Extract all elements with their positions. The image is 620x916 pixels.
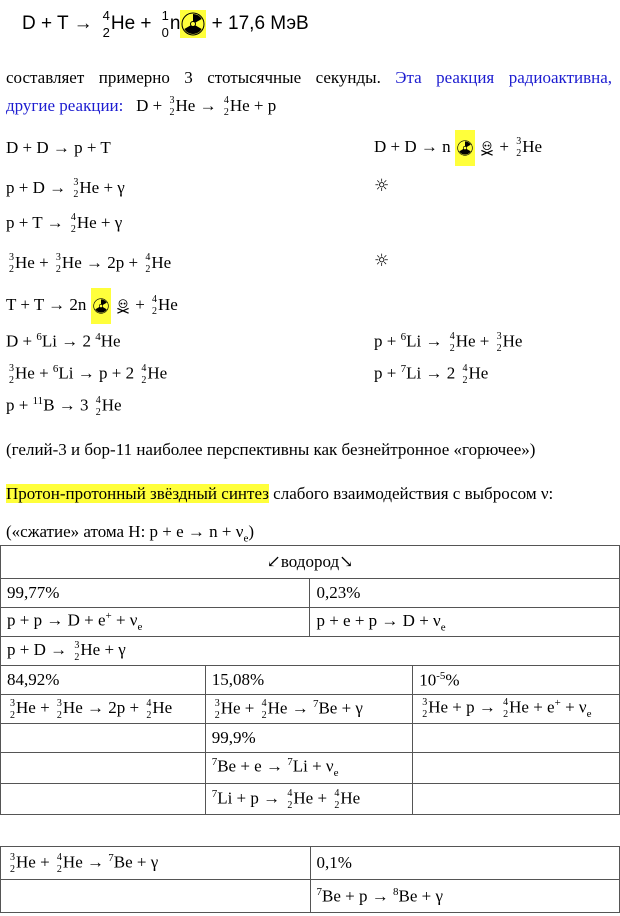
reaction-pli6: p + $^6$Li → 4 2 He + 3 2 He bbox=[374, 330, 523, 354]
pct-9977: 99,77% bbox=[1, 579, 310, 608]
eq-end: + 17,6 МэВ bbox=[211, 13, 309, 34]
reaction-he3he3: 3 2 He + 3 2 He → 2p + 4 2 He bbox=[9, 252, 172, 276]
sun-icon: ☼ bbox=[374, 251, 390, 271]
reaction-tt: T + T → 2n + 4 2 He bbox=[6, 288, 178, 322]
radiation-icon bbox=[455, 130, 475, 166]
reaction-dli6: D + $^6$Li → 2 $^4$He bbox=[6, 331, 121, 351]
reaction-pd: p + D → 3 2 He + γ bbox=[6, 177, 125, 201]
para-line2: другие реакции: D + 3 2 He → 4 2 He + p bbox=[6, 95, 277, 119]
sun-icon: ☼ bbox=[374, 176, 390, 196]
reaction-dd-pt: D + D → p + T bbox=[6, 138, 111, 157]
pct-999: 99,9% bbox=[205, 724, 413, 753]
empty-cell bbox=[413, 753, 620, 784]
pct-01: 0,1% bbox=[310, 847, 619, 880]
header-equation bbox=[22, 6, 309, 42]
pct-023: 0,23% bbox=[310, 579, 620, 608]
branch-table bbox=[0, 846, 620, 913]
pct-1508: 15,08% bbox=[205, 666, 413, 695]
reaction-dd-n: D + D → n + 3 2 He bbox=[374, 130, 542, 162]
pp-chain-table bbox=[0, 545, 620, 815]
radiation-icon bbox=[180, 10, 206, 38]
empty-cell bbox=[413, 784, 620, 815]
reaction-be7p: $^7$Be + p → $^8$Be + γ bbox=[310, 880, 619, 913]
n-symbol: n bbox=[169, 13, 181, 34]
pct-8492: 84,92% bbox=[1, 666, 206, 695]
pp-heading: Протон-протонный звёздный синтез слабого взаимодействия с выбросом ν: bbox=[6, 484, 554, 503]
reaction-hep-row: 3 2 He + p → 4 2 $He + e^+ + \nu_e$ bbox=[413, 695, 620, 724]
empty-cell bbox=[1, 880, 311, 913]
pct-10-5: $10^{-5}\%$ bbox=[413, 666, 620, 695]
skull-crossbones-icon bbox=[115, 298, 131, 314]
reaction-he3he4-branch: 3 2 He + 4 2 He → $^7$Be + γ bbox=[1, 847, 311, 880]
empty-cell bbox=[413, 724, 620, 753]
reaction-he3he3-row: 3 2 He + 3 2 He → 2p + 4 2 He bbox=[1, 695, 206, 724]
reaction-be7e: $^7Be + e \to ^7Li + \nu_e$ bbox=[205, 753, 413, 784]
reaction-pp: $p + p \to D + e^+ + \nu_e$ bbox=[1, 608, 310, 637]
radiation-icon bbox=[91, 288, 111, 324]
empty-cell bbox=[1, 724, 206, 753]
para-line1: составляет примерно 3 стотысячные секунды. Эта реакция радиоактивна, bbox=[6, 68, 613, 87]
reaction-li7p: $^7$Li + p → 4 2 He + 4 2 He bbox=[205, 784, 413, 815]
reaction-pt: p + T → 4 2 He + γ bbox=[6, 212, 123, 236]
table-title: ↙водород↘ bbox=[1, 546, 620, 579]
reaction-he3he4-row: 3 2 He + 4 2 He → $^7$Be + γ bbox=[205, 695, 413, 724]
skull-crossbones-icon bbox=[479, 140, 495, 156]
empty-cell bbox=[1, 753, 206, 784]
he4-nuclide: 4 2 bbox=[102, 7, 110, 40]
empty-cell bbox=[1, 784, 206, 815]
note-text: (гелий-3 и бор-11 наиболее перспективны как безнейтронное «горючее») bbox=[6, 440, 536, 459]
neutron-nuclide: 1 0 bbox=[161, 7, 169, 40]
eq-start: D + T → bbox=[22, 13, 93, 34]
reaction-pd-row: p + D → 3 2 He + γ bbox=[1, 637, 620, 666]
reaction-pep: $p + e + p \to D + \nu_e$ bbox=[310, 608, 620, 637]
reaction-pb11: p + $^{11}$B → 3 4 2 He bbox=[6, 394, 122, 418]
reaction-he3li6: 3 2 He + $^6$Li → p + 2 4 2 He bbox=[9, 362, 168, 386]
compress-line: («сжатие» атома H: $p + e \to n + \nu_e$) bbox=[6, 522, 255, 545]
reaction-pli7: p + $^7$Li → 2 4 2 He bbox=[374, 362, 489, 386]
he-symbol: He + bbox=[110, 13, 152, 34]
